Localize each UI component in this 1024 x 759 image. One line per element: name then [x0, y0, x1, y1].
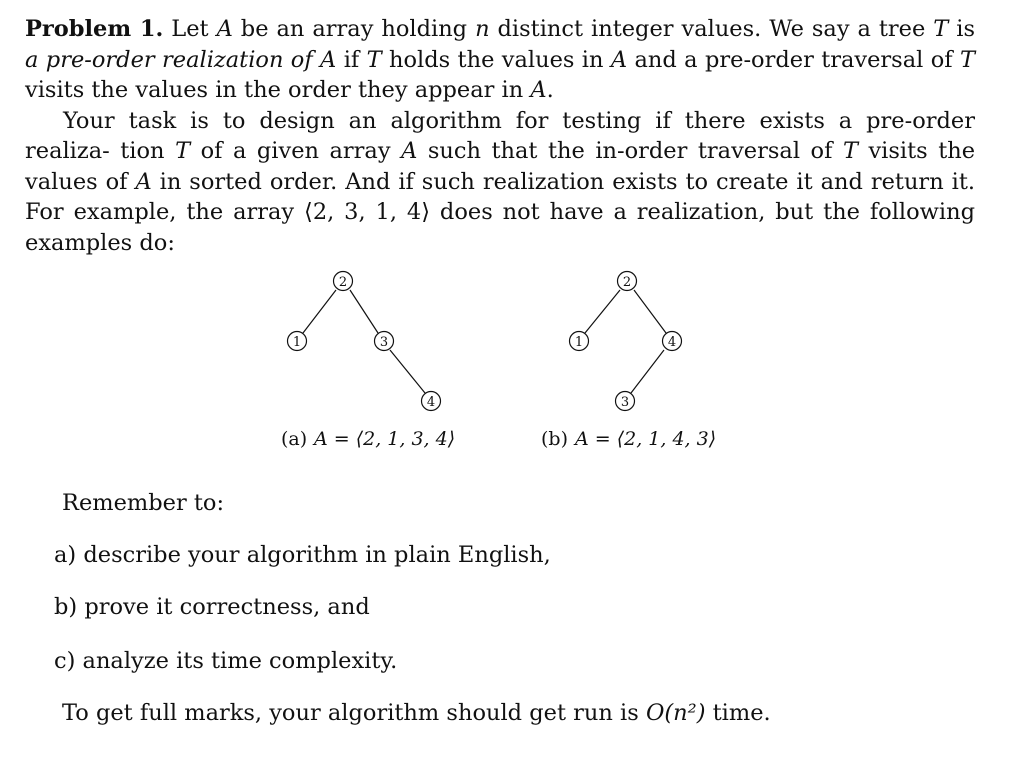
tree-a-node — [422, 392, 441, 411]
tree-b — [541, 272, 716, 451]
tree-diagrams — [0, 262, 1024, 462]
problem-label: Problem 1. — [25, 16, 164, 42]
term-definition: a pre-order realization of A — [25, 46, 337, 73]
tree-b-node — [616, 392, 635, 411]
paragraph-1: Problem 1. Let A be an array holding n distinct integer values. We say a tree T is a pre-order realization of A if T holds the values in A and a pre-order traversal of T visits the values in the order they appear in A. — [25, 16, 976, 103]
svg-text:3: 3 — [620, 395, 630, 410]
instruction-a: a) describe your algorithm in plain English, — [54, 542, 551, 568]
tree-a-edge — [390, 350, 425, 393]
svg-text:2: 2 — [622, 275, 632, 290]
tree-b-caption-eq: A = ⟨2, 1, 4, 3⟩ — [575, 428, 717, 450]
instruction-b: b) prove it correctness, and — [54, 594, 370, 620]
instruction-c: c) analyze its time complexity. — [54, 648, 398, 674]
paragraph-2: Your task is to design an algorithm for testing if there exists a pre-order realiza- tion T of a given array A such that the in-order traversal of T visits the values of A in sorted order. And if such realization exists to create it and return it. For example, the array ⟨2, 3, 1, 4⟩ does not have a realization, but the following examples do: — [25, 107, 976, 256]
final-note: To get full marks, your algorithm should get run is O(n²) time. — [62, 700, 771, 726]
tree-b-edge — [631, 350, 664, 393]
svg-text:2: 2 — [338, 275, 348, 290]
svg-text:1: 1 — [574, 335, 584, 350]
tree-figure — [0, 262, 1024, 462]
tree-a-node — [375, 332, 394, 351]
tree-b-edge — [634, 290, 666, 333]
tree-a-caption-eq: A = ⟨2, 1, 3, 4⟩ — [314, 428, 456, 450]
svg-text:1: 1 — [292, 335, 302, 350]
tree-a — [281, 272, 455, 451]
tree-a-edge — [350, 290, 378, 333]
tree-b-node — [663, 332, 682, 351]
tree-a-edge — [303, 290, 336, 333]
svg-text:3: 3 — [379, 335, 389, 350]
problem-statement — [25, 14, 975, 258]
remember-heading: Remember to: — [62, 490, 225, 516]
tree-b-node — [618, 272, 637, 291]
tree-a-node — [334, 272, 353, 291]
svg-text:4: 4 — [667, 335, 677, 350]
tree-b-node — [570, 332, 589, 351]
svg-text:4: 4 — [426, 395, 436, 410]
tree-a-caption-label: (a) — [281, 428, 308, 450]
tree-a-node — [288, 332, 307, 351]
tree-b-caption-label: (b) — [541, 428, 568, 450]
complexity-bound: O(n²) — [645, 700, 706, 726]
tree-b-edge — [585, 290, 620, 333]
